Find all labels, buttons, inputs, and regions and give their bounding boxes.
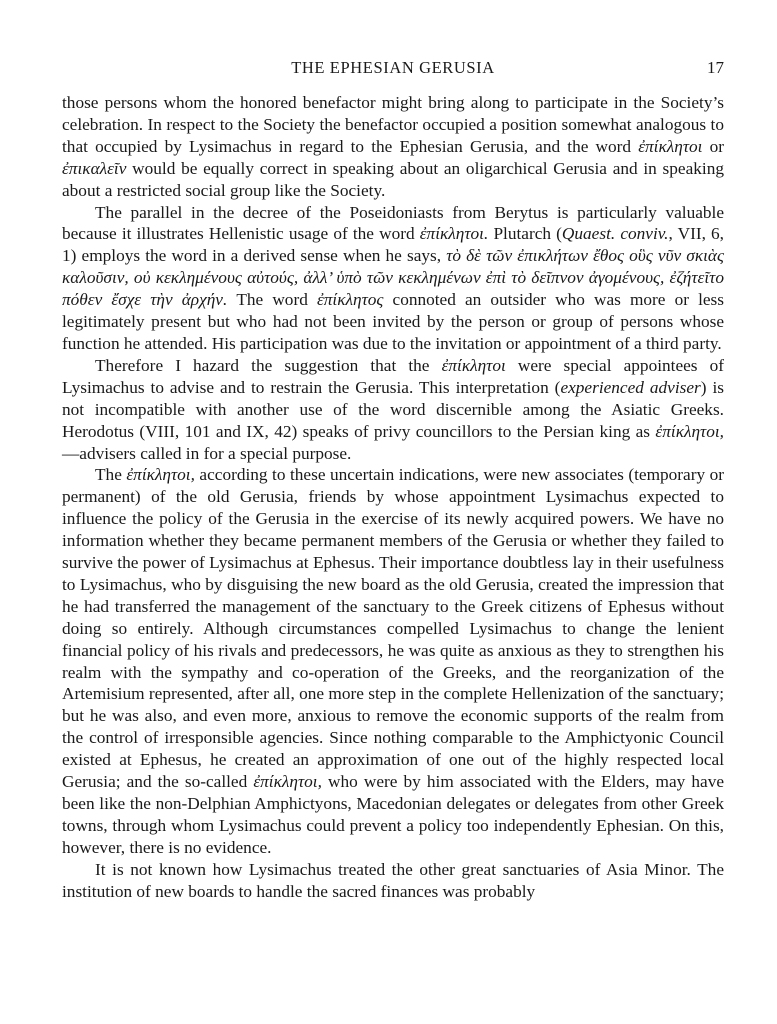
paragraph-text: were special appointees of Lysimachus to advise and to restrain the Gerusia. This interpretation ( <box>62 355 724 397</box>
greek-term: τὸ δὲ τῶν ἐπικλήτων ἔθος οὓς νῦν σκιὰς καλοῦσιν, οὐ κεκλημένους αὐτούς, ἀλλ’ ὑπὸ τῶν κεκλημένων ἐπὶ τὸ δεῖπνον ἀγομένους, ἐζήτεῖτο πόθεν ἔσχε τὴν ἀρχήν. <box>62 246 724 310</box>
page-number: 17 <box>707 58 724 77</box>
paragraph <box>62 92 724 202</box>
paragraph <box>62 859 724 903</box>
greek-term: ἐπίκλητοι, <box>655 421 724 441</box>
body-text <box>62 92 724 903</box>
paragraph-text: or <box>702 136 724 156</box>
paragraph-text: The word <box>227 290 317 310</box>
paragraph-text: according to these uncertain indications, were new associates (temporary or permanent) of the old Gerusia, friends by whose appointment Lysimachus expected to influence the policy of the Gerusia in the exercise of its newly acquired powers. We have no information whether they became permanent members of the Gerusia or whether they failed to survive the power of Lysimachus at Ephesus. Their importance doubtless lay in their usefulness to Lysimachus, who by disguising the new board as the old Gerusia, created the impression that he had transferred the management of the sanctuary to the Greek citizens of Ephesus without doing so entirely. Although circumstances compelled Lysimachus to change the lenient financial policy of his rivals and predecessors, he was quite as anxious as they to strengthen his realm with the sympathy and co-operation of the Greeks, and the reorganization of the Artemisium represented, after all, one more step in the complete Hellenization of the sanctuary; but he was also, and even more, anxious to remove the economic supports of the realm from the control of irresponsible agencies. Since nothing comparable to the Amphictyonic Council existed at Ephesus, he created an approximation of one out of the highly respected local Gerusia; and the so-called <box>62 465 724 792</box>
paragraph-text: Plutarch ( <box>488 224 562 244</box>
paragraph-text: The <box>95 465 127 485</box>
running-header <box>62 58 724 82</box>
italic-text: experienced adviser <box>560 377 701 397</box>
paragraph-text: It is not known how Lysimachus treated the other great sanctuaries of Asia Minor. The institution of new boards to handle the sacred finances was probably <box>62 859 724 901</box>
paragraph-text: , VII, 6, 1) employs the word in a derived sense when he says, <box>62 224 725 266</box>
paragraph-text: The parallel in the decree of the Poseidoniasts from Berytus is particularly valuable because it illustrates Hellenistic usage of the word <box>62 202 724 244</box>
paragraph-text: ) is not incompatible with another use of the word discernible among the Asiatic Greeks. Herodotus (VIII, 101 and IX, 42) speaks of privy councillors to the Persian king as <box>62 377 724 441</box>
paragraph <box>62 355 724 465</box>
greek-term: ἐπίκλητοι. <box>419 224 489 244</box>
paragraph-text: would be equally correct in speaking about an oligarchical Gerusia and in speaking about a restricted social group like the Society. <box>62 158 724 200</box>
greek-term: ἐπίκλητοι, <box>253 772 322 792</box>
paragraph-text: connoted an outsider who was more or less legitimately present but who had not been invited by the person or group of persons whose function he attended. His participation was due to the invitation or appointment of a third party. <box>62 290 724 353</box>
greek-term: ἐπίκλητοι <box>441 355 506 375</box>
greek-term: ἐπίκλητος <box>316 290 384 310</box>
paragraph-text: —advisers called in for a special purpose. <box>62 443 352 463</box>
paragraph-text: Therefore I hazard the suggestion that the <box>95 355 442 375</box>
greek-term: ἐπικαλεῖν <box>62 158 127 178</box>
paragraph <box>62 202 724 355</box>
paragraph <box>62 464 724 858</box>
paragraph-text: who were by him associated with the Elders, may have been like the non-Delphian Amphictyons, Macedonian delegates or delegates from other Greek towns, through whom Lysimachus could prevent a policy too independently Ephesian. On this, however, there is no evidence. <box>62 772 724 857</box>
italic-text: Quaest. conviv. <box>561 224 669 244</box>
paragraph-text: those persons whom the honored benefactor might bring along to participate in the Society’s celebration. In respect to the Society the benefactor occupied a position somewhat analogous to that occupied by Lysimachus in regard to the Ephesian Gerusia, and the word <box>62 93 724 156</box>
running-title: THE EPHESIAN GERUSIA <box>291 58 495 77</box>
greek-term: ἐπίκλητοι, <box>126 465 195 485</box>
greek-term: ἐπίκλητοι <box>638 136 703 156</box>
